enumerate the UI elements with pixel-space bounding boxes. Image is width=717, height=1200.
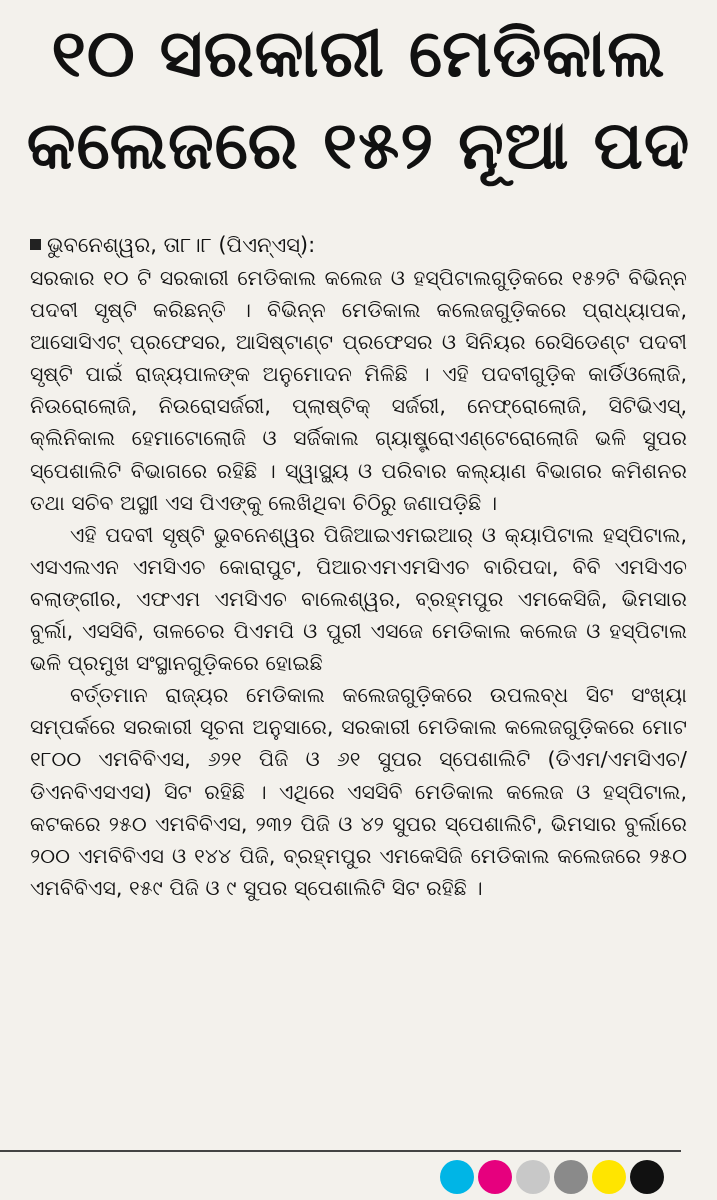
bullet-square-icon — [30, 239, 41, 250]
cyan-swatch — [440, 1160, 474, 1194]
yellow-swatch — [592, 1160, 626, 1194]
printer-color-bar — [440, 1160, 664, 1194]
magenta-swatch — [478, 1160, 512, 1194]
light-gray-swatch — [516, 1160, 550, 1194]
headline-line-2: କଲେଜରେ ୧୫୨ ନୂଆ ପଦ — [26, 107, 691, 184]
dark-gray-swatch — [554, 1160, 588, 1194]
dateline — [30, 230, 687, 260]
article-body — [30, 230, 687, 904]
black-swatch — [630, 1160, 664, 1194]
headline — [18, 8, 699, 192]
bottom-rule — [0, 1150, 681, 1152]
paragraph-2: ଏହି ପଦବୀ ସୃଷ୍ଟି ଭୁବନେଶ୍ୱର ପିଜିଆଇଏମଇଆର୍ ଓ କ୍ୟାପିଟାଲ ହସ୍ପିଟାଲ, ଏସଏଲଏନ ଏମସିଏଚ କୋରାପୁଟ, ପିଆରଏମଏମସିଏଚ ବାରିପଦା, ବିବି ଏମସିଏଚ ବଲାଙ୍ଗୀର, ଏଫଏମ ଏମସିଏଚ ବାଲେଶ୍ୱର, ବ୍ରହ୍ମପୁର ଏମକେସିଜି, ଭିମସାର ବୁର୍ଲା, ଏସସିବି, ତାଳଚେର ପିଏମପି ଓ ପୁରୀ ଏସଜେ ମେଡିକାଲ କଲେଜ ଓ ହସ୍ପିଟାଲ ଭଳି ପ୍ରମୁଖ ସଂସ୍ଥାନଗୁଡ଼ିକରେ ହୋଇଛି — [30, 522, 687, 676]
paragraph-1: ସରକାର ୧୦ ଟି ସରକାରୀ ମେଡିକାଲ କଲେଜ ଓ ହସ୍ପିଟାଲଗୁଡ଼ିକରେ ୧୫୨ଟି ବିଭିନ୍ନ ପଦବୀ ସୃଷ୍ଟି କରିଛନ୍ତି । ବିଭିନ୍ନ ମେଡିକାଲ କଲେଜଗୁଡ଼ିକରେ ପ୍ରାଧ୍ୟାପକ, ଆସୋସିଏଟ୍ ପ୍ରଫେସର, ଆସିଷ୍ଟାଣ୍ଟ ପ୍ରଫେସର ଓ ସିନିୟର ରେସିଡେଣ୍ଟ ପଦବୀ ସୃଷ୍ଟି ପାଇଁ ରାଜ୍ୟପାଳଙ୍କ ଅନୁମୋଦନ ମିଳିଛି । ଏହି ପଦବୀଗୁଡ଼ିକ କାର୍ଡିଓଲୋଜି, ନିଉରୋଲୋଜି, ନିଉରୋସର୍ଜରୀ, ପ୍ଲାଷ୍ଟିକ୍ ସର୍ଜରୀ, ନେଫ୍ରୋଲୋଜି, ସିଟିଭିଏସ୍, କ୍ଲିନିକାଲ ହେମାଟୋଲୋଜି ଓ ସର୍ଜିକାଲ ଗ୍ୟାଷ୍ଟ୍ରୋଏଣ୍ଟେରୋଲୋଜି ଭଳି ସୁପର ସ୍ପେଶାଲିଟି ବିଭାଗରେ ରହିଛି । ସ୍ୱାସ୍ଥ୍ୟ ଓ ପରିବାର କଲ୍ୟାଣ ବିଭାଗର କମିଶନର ତଥା ସଚିବ ଅସ୍ଥାୀ ଏସ ପିଏଙ୍କୁ ଲେଖିଥିବା ଚିଠିରୁ ଜଣାପଡ଼ିଛି । — [30, 266, 687, 515]
dateline-text: ଭୁବନେଶ୍ୱର, ତା୮।୮ (ପିଏନ୍ଏସ୍): — [47, 233, 316, 257]
paragraph-3: ବର୍ତ୍ତମାନ ରାଜ୍ୟର ମେଡିକାଲ କଲେଜଗୁଡ଼ିକରେ ଉପଲବ୍ଧ ସିଟ ସଂଖ୍ୟା ସମ୍ପର୍କରେ ସରକାରୀ ସୂଚନା ଅନୁସାରେ, ସରକାରୀ ମେଡିକାଲ କଲେଜଗୁଡ଼ିକରେ ମୋଟ ୧୮୦୦ ଏମବିବିଏସ, ୬୨୧ ପିଜି ଓ ୬୧ ସୁପର ସ୍ପେଶାଲିଟି (ଡିଏମ/ଏମସିଏଚ/ଡିଏନବିଏସଏସ) ସିଟ ରହିଛି । ଏଥିରେ ଏସସିବି ମେଡିକାଲ କଲେଜ ଓ ହସ୍ପିଟାଲ, କଟକରେ ୨୫୦ ଏମବିବିଏସ, ୨୩୨ ପିଜି ଓ ୪୨ ସୁପର ସ୍ପେଶାଲିଟି, ଭିମସାର ବୁର୍ଲାରେ ୨୦୦ ଏମବିବିଏସ ଓ ୧୪୪ ପିଜି, ବ୍ରହ୍ମପୁର ଏମକେସିଜି ମେଡିକାଲ କଲେଜରେ ୨୫୦ ଏମବିବିଏସ, ୧୫୯ ପିଜି ଓ ୯ ସୁପର ସ୍ପେଶାଲିଟି ସିଟ ରହିଛି । — [30, 683, 687, 900]
headline-line-1: ୧୦ ସରକାରୀ ମେଡିକାଲ — [51, 15, 666, 92]
